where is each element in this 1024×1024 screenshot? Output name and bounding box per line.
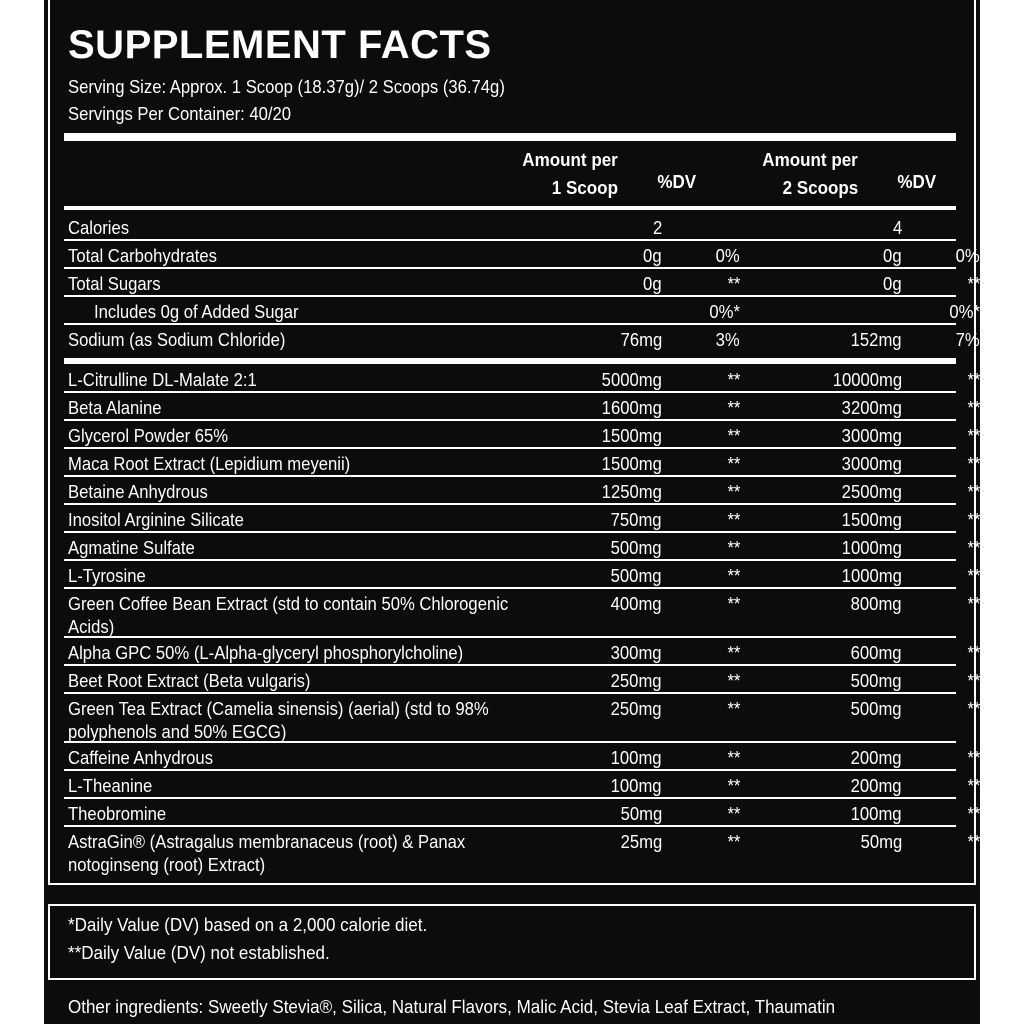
amount-1-scoop: 76mg	[620, 329, 662, 350]
dv-2-scoops: 7%	[955, 329, 980, 350]
thick-divider	[64, 133, 956, 141]
amount-2-scoops: 600mg	[851, 642, 902, 663]
table-row	[64, 641, 980, 666]
amount-1-scoop: 1250mg	[601, 481, 662, 502]
nutrient-name: Glycerol Powder 65%	[68, 425, 229, 446]
amount-1-scoop: 500mg	[611, 565, 662, 586]
header-amount-2-scoops-line2: 2 Scoops	[782, 177, 858, 198]
dv-2-scoops: **	[967, 509, 980, 530]
amount-1-scoop: 250mg	[611, 670, 662, 691]
servings-per-container: Servings Per Container: 40/20	[68, 103, 292, 124]
footnote-dv-based: *Daily Value (DV) based on a 2,000 calorie diet.	[68, 914, 428, 935]
dv-1-scoop: **	[727, 537, 740, 558]
amount-2-scoops: 500mg	[851, 698, 902, 719]
amount-2-scoops: 10000mg	[832, 369, 902, 390]
nutrient-name: Green Tea Extract (Camelia sinensis) (aerial) (std to 98% polyphenols and 50% EGCG)	[68, 698, 489, 742]
amount-1-scoop: 100mg	[611, 775, 662, 796]
nutrient-name: Inositol Arginine Silicate	[68, 509, 244, 530]
nutrient-name: Sodium (as Sodium Chloride)	[68, 329, 286, 350]
table-row	[64, 564, 980, 589]
amount-2-scoops: 2500mg	[841, 481, 902, 502]
dv-2-scoops: **	[967, 831, 980, 852]
dv-2-scoops: **	[967, 775, 980, 796]
nutrient-name: Caffeine Anhydrous	[68, 747, 214, 768]
amount-1-scoop: 50mg	[620, 803, 662, 824]
amount-1-scoop: 250mg	[611, 698, 662, 719]
dv-2-scoops: **	[967, 397, 980, 418]
dv-1-scoop: **	[727, 698, 740, 719]
table-row	[64, 536, 980, 561]
nutrient-name: Total Sugars	[68, 273, 161, 294]
amount-1-scoop: 0g	[643, 273, 662, 294]
dv-1-scoop: **	[727, 425, 740, 446]
table-row	[64, 830, 980, 876]
dv-2-scoops: **	[967, 453, 980, 474]
amount-1-scoop: 300mg	[611, 642, 662, 663]
table-row	[64, 216, 956, 241]
amount-2-scoops: 1000mg	[841, 565, 902, 586]
dv-2-scoops: 0%	[955, 245, 980, 266]
dv-1-scoop: **	[727, 747, 740, 768]
dv-2-scoops: **	[967, 670, 980, 691]
dv-1-scoop: **	[727, 775, 740, 796]
dv-1-scoop: 0%*	[709, 301, 740, 322]
dv-1-scoop: **	[727, 273, 740, 294]
amount-1-scoop: 750mg	[611, 509, 662, 530]
dv-2-scoops: **	[967, 537, 980, 558]
table-row	[64, 508, 980, 533]
dv-1-scoop: **	[727, 453, 740, 474]
amount-2-scoops: 0g	[883, 245, 902, 266]
dv-1-scoop: **	[727, 397, 740, 418]
table-row	[64, 244, 980, 269]
other-ingredients: Other ingredients: Sweetly Stevia®, Silica, Natural Flavors, Malic Acid, Stevia Leaf Extract, Thaumatin	[68, 996, 836, 1017]
header-amount-1-scoop-line1: Amount per	[522, 149, 618, 170]
header-amount-1-scoop-line2: 1 Scoop	[551, 177, 618, 198]
dv-1-scoop: **	[727, 509, 740, 530]
dv-2-scoops: **	[967, 425, 980, 446]
amount-2-scoops: 152mg	[851, 329, 902, 350]
amount-1-scoop: 1600mg	[601, 397, 662, 418]
nutrient-name: Alpha GPC 50% (L-Alpha-glyceryl phosphorylcholine)	[68, 642, 464, 663]
amount-2-scoops: 800mg	[851, 593, 902, 614]
header-dv-2: %DV	[897, 171, 936, 192]
nutrient-name: L-Theanine	[68, 775, 153, 796]
nutrient-name: Beet Root Extract (Beta vulgaris)	[68, 670, 311, 691]
amount-1-scoop: 2	[652, 217, 662, 238]
amount-2-scoops: 500mg	[851, 670, 902, 691]
nutrient-name: Theobromine	[68, 803, 167, 824]
dv-2-scoops: **	[967, 642, 980, 663]
dv-2-scoops: **	[967, 747, 980, 768]
table-row	[64, 802, 980, 827]
table-row	[64, 396, 980, 421]
header-dv-1: %DV	[657, 171, 696, 192]
amount-2-scoops: 1500mg	[841, 509, 902, 530]
dv-2-scoops: **	[967, 273, 980, 294]
nutrient-name: Includes 0g of Added Sugar	[94, 301, 299, 322]
amount-1-scoop: 1500mg	[601, 453, 662, 474]
dv-1-scoop: 0%	[715, 245, 740, 266]
amount-2-scoops: 50mg	[860, 831, 902, 852]
table-row	[64, 424, 980, 449]
amount-1-scoop: 100mg	[611, 747, 662, 768]
amount-1-scoop: 25mg	[620, 831, 662, 852]
nutrient-name: Green Coffee Bean Extract (std to contain 50% Chlorogenic Acids)	[68, 593, 509, 637]
dv-2-scoops: **	[967, 803, 980, 824]
amount-2-scoops: 100mg	[851, 803, 902, 824]
serving-size: Serving Size: Approx. 1 Scoop (18.37g)/ 2 Scoops (36.74g)	[68, 76, 505, 97]
dv-1-scoop: 3%	[715, 329, 740, 350]
amount-1-scoop: 400mg	[611, 593, 662, 614]
amount-1-scoop: 0g	[643, 245, 662, 266]
header-divider	[64, 206, 956, 210]
nutrient-name: L-Citrulline DL-Malate 2:1	[68, 369, 257, 390]
table-row	[64, 697, 980, 743]
nutrient-name: Total Carbohydrates	[68, 245, 218, 266]
dv-2-scoops: **	[967, 593, 980, 614]
table-row	[64, 480, 980, 505]
supplement-facts-panel	[44, 0, 980, 1024]
dv-1-scoop: **	[727, 593, 740, 614]
amount-1-scoop: 5000mg	[601, 369, 662, 390]
dv-2-scoops: **	[967, 369, 980, 390]
table-row	[64, 452, 980, 477]
table-row	[64, 592, 980, 638]
amount-2-scoops: 3000mg	[841, 425, 902, 446]
panel-title: SUPPLEMENT FACTS	[68, 23, 492, 67]
dv-1-scoop: **	[727, 831, 740, 852]
amount-2-scoops: 4	[892, 217, 902, 238]
table-row	[64, 774, 980, 799]
table-row	[64, 328, 980, 353]
table-row	[64, 300, 980, 325]
section-divider	[64, 358, 956, 364]
amount-1-scoop: 1500mg	[601, 425, 662, 446]
nutrient-name: Calories	[68, 217, 130, 238]
amount-2-scoops: 3000mg	[841, 453, 902, 474]
table-row	[64, 669, 980, 694]
table-row	[64, 746, 980, 771]
dv-1-scoop: **	[727, 369, 740, 390]
table-row	[64, 368, 980, 393]
amount-1-scoop: 500mg	[611, 537, 662, 558]
amount-2-scoops: 200mg	[851, 775, 902, 796]
table-row	[64, 272, 980, 297]
footnote-dv-not-established: **Daily Value (DV) not established.	[68, 942, 330, 963]
nutrient-name: AstraGin® (Astragalus membranaceus (root) & Panax notoginseng (root) Extract)	[68, 831, 466, 875]
dv-2-scoops: 0%*	[949, 301, 980, 322]
dv-2-scoops: **	[967, 565, 980, 586]
dv-1-scoop: **	[727, 670, 740, 691]
dv-1-scoop: **	[727, 803, 740, 824]
dv-2-scoops: **	[967, 481, 980, 502]
amount-2-scoops: 3200mg	[841, 397, 902, 418]
dv-1-scoop: **	[727, 565, 740, 586]
dv-1-scoop: **	[727, 642, 740, 663]
dv-2-scoops: **	[967, 698, 980, 719]
amount-2-scoops: 0g	[883, 273, 902, 294]
nutrient-name: Maca Root Extract (Lepidium meyenii)	[68, 453, 351, 474]
nutrient-name: Betaine Anhydrous	[68, 481, 208, 502]
header-amount-2-scoops-line1: Amount per	[762, 149, 858, 170]
dv-1-scoop: **	[727, 481, 740, 502]
nutrient-name: Agmatine Sulfate	[68, 537, 195, 558]
amount-2-scoops: 200mg	[851, 747, 902, 768]
amount-2-scoops: 1000mg	[841, 537, 902, 558]
nutrient-name: L-Tyrosine	[68, 565, 146, 586]
nutrient-name: Beta Alanine	[68, 397, 162, 418]
